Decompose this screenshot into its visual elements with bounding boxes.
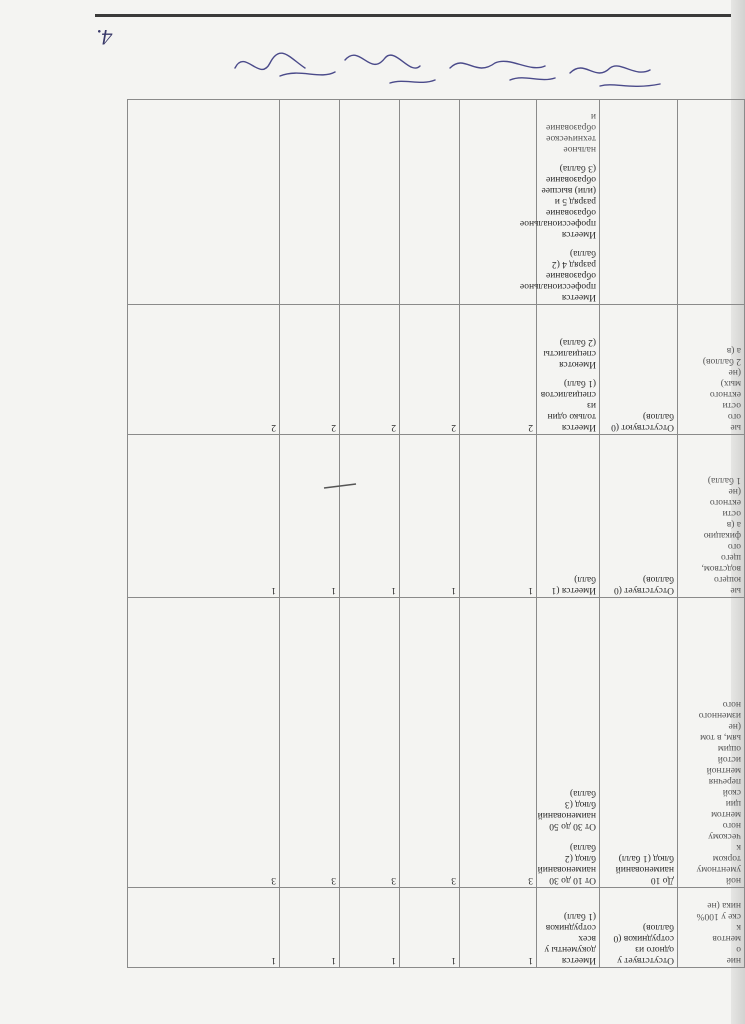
table-row <box>128 888 745 968</box>
score-cell: 2 <box>400 305 460 435</box>
table-row <box>128 100 745 305</box>
evaluation-table <box>127 99 745 968</box>
score-cell: 2 <box>280 305 340 435</box>
header-cell: Отсутствует у одного из сотрудников (0 баллов) <box>600 888 678 968</box>
cut-cell: ые ющего водством, щего ого фикацию а (в ости ектного (не 1 балла) <box>678 435 745 598</box>
score-cell: 1 <box>280 888 340 968</box>
table-row <box>128 305 745 435</box>
empty-cell <box>400 100 460 305</box>
signature-1 <box>235 53 335 76</box>
score-cell: 1 <box>340 435 400 598</box>
handwritten-signatures <box>210 38 680 108</box>
option-cell: Имеется профессиональное образование разряд 4 (2 балла) Имеется профессиональное образование разряд 5 и (или) высшее образование (3 балла) нальное техническое образование и <box>537 100 600 305</box>
score-cell: 1 <box>128 888 280 968</box>
cut-cell: ной ументному торком к ческому ного ментом ции ской перечня ментной истой ощим ьям, в том (не изменного ного <box>678 598 745 888</box>
evaluation-table-flipped <box>128 100 745 968</box>
pen-mark <box>322 482 360 490</box>
score-cell: 3 <box>128 598 280 888</box>
option-cell: От 10 до 30 наименований блюд (2 балла) От 30 до 50 наименований блюд (3 балла) <box>537 598 600 888</box>
score-cell: 1 <box>400 888 460 968</box>
header-cell: Отсутствуют (0 баллов) <box>600 305 678 435</box>
empty-cell <box>280 100 340 305</box>
signature-2 <box>345 55 435 83</box>
empty-cell <box>460 100 537 305</box>
score-cell: 3 <box>340 598 400 888</box>
score-cell: 3 <box>460 598 537 888</box>
score-cell: 1 <box>460 435 537 598</box>
score-cell: 2 <box>128 305 280 435</box>
option-cell: Имеется (1 балл) <box>537 435 600 598</box>
option-cell: Имеется только один из специалистов (1 балл) Имеются специалисты (2 балла) <box>537 305 600 435</box>
header-cell <box>600 100 678 305</box>
table-row <box>128 598 745 888</box>
header-cell: До 10 наименований блюд (1 балл) <box>600 598 678 888</box>
table-row <box>128 435 745 598</box>
option-cell: Имеется документы у всех сотрудников (1 балл) <box>537 888 600 968</box>
page-number: 4. <box>96 25 113 50</box>
cut-cell <box>678 100 745 305</box>
empty-cell <box>128 100 280 305</box>
score-cell: 1 <box>460 888 537 968</box>
scan-edge <box>95 14 745 17</box>
score-cell: 1 <box>128 435 280 598</box>
score-cell: 3 <box>280 598 340 888</box>
signature-3 <box>450 61 555 80</box>
signature-4 <box>570 66 660 86</box>
score-cell: 1 <box>340 888 400 968</box>
score-cell: 2 <box>340 305 400 435</box>
score-cell: 2 <box>460 305 537 435</box>
score-cell: 1 <box>280 435 340 598</box>
score-cell: 3 <box>400 598 460 888</box>
score-cell: 1 <box>400 435 460 598</box>
empty-cell <box>340 100 400 305</box>
cut-cell: ые ого ости ектного мых) (не 2 баллов) а (в <box>678 305 745 435</box>
header-cell: Отсутствует (0 баллов) <box>600 435 678 598</box>
cut-cell: ние о ментов к ске у 100% ника (не <box>678 888 745 968</box>
